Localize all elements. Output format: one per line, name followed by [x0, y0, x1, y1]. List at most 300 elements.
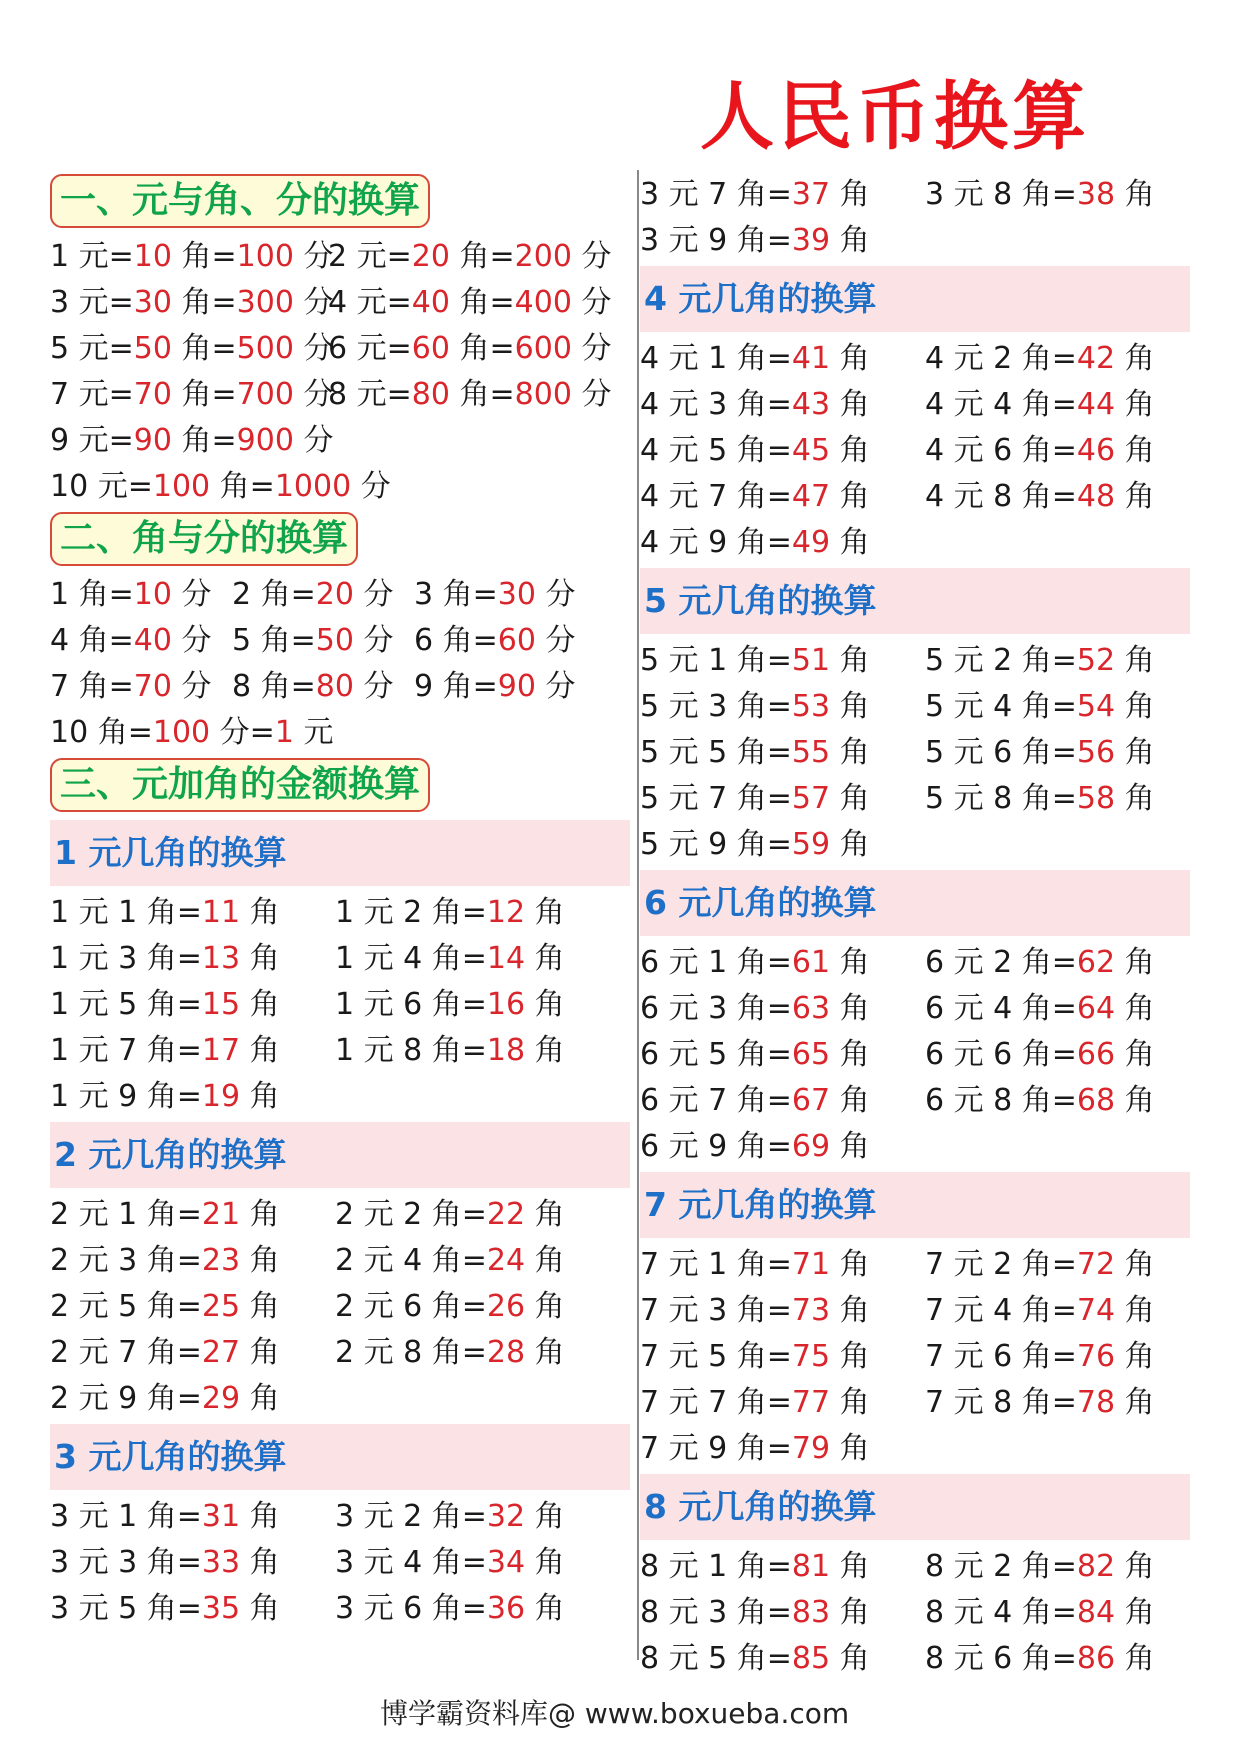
equation-row	[640, 1288, 1190, 1334]
equation-row	[50, 326, 630, 372]
equation	[50, 1284, 335, 1330]
equation	[335, 936, 620, 982]
subsection-heading: 7 元几角的换算	[640, 1172, 1190, 1238]
equation	[925, 382, 1190, 428]
equation	[925, 1288, 1190, 1334]
value-number: 84	[1076, 1595, 1116, 1630]
equation-row	[640, 940, 1190, 986]
subsection-rows	[640, 336, 1190, 566]
value-number: 400	[514, 285, 572, 320]
equation-text: 角	[830, 1129, 870, 1164]
value-number: 54	[1076, 689, 1116, 724]
value-number: 100	[152, 469, 211, 504]
equation-text: 8 元 1 角=	[640, 1549, 792, 1584]
value-number: 10	[133, 239, 172, 274]
page-title: 人民币换算	[700, 74, 1090, 160]
value-number: 45	[791, 433, 831, 468]
equation-text: 5 元 9 角=	[640, 827, 792, 862]
value-number: 30	[133, 285, 172, 320]
equation	[640, 638, 925, 684]
equation-row	[50, 710, 630, 756]
equation-text: 7 元 6 角=	[925, 1339, 1077, 1374]
equation-text: 角	[830, 781, 870, 816]
section1-heading: 一、元与角、分的换算	[50, 174, 430, 228]
value-number: 500	[236, 331, 294, 366]
equation-row	[50, 618, 630, 664]
equation-text: 角	[1115, 1549, 1155, 1584]
equation	[925, 1636, 1190, 1682]
equation-text: 角	[240, 1079, 280, 1114]
equation-text: 角	[1115, 1339, 1155, 1374]
equation-row	[50, 890, 630, 936]
equation-text: 角	[1115, 433, 1155, 468]
equation-row	[50, 1376, 630, 1422]
equation-text: 角	[240, 1243, 280, 1278]
equation-text: 角=	[171, 239, 237, 274]
equation	[328, 326, 612, 372]
value-number: 78	[1076, 1385, 1116, 1420]
right-blocks	[640, 266, 1190, 1682]
equation-row	[50, 1284, 630, 1330]
value-number: 15	[201, 987, 241, 1022]
equation	[640, 336, 925, 382]
equation-text: 角	[830, 341, 870, 376]
equation-text: 4 角=	[50, 623, 134, 658]
equation-text: 角	[830, 1083, 870, 1118]
equation-text: 7 元=	[50, 377, 134, 412]
equation	[640, 684, 925, 730]
left-blocks	[50, 820, 630, 1632]
equation-row	[640, 986, 1190, 1032]
equation-text: 1 元 6 角=	[335, 987, 487, 1022]
value-number: 21	[201, 1197, 241, 1232]
equation-text: 角	[1115, 689, 1155, 724]
value-number: 55	[791, 735, 831, 770]
equation-text: 4 元 8 角=	[925, 479, 1077, 514]
equation-text: 角	[240, 1033, 280, 1068]
equation	[50, 572, 232, 618]
equation-text: 6 元 1 角=	[640, 945, 792, 980]
value-number: 46	[1076, 433, 1116, 468]
equation-text: 5 元 5 角=	[640, 735, 792, 770]
equation-text: 角	[830, 1037, 870, 1072]
equation	[640, 1544, 925, 1590]
equation-text: 3 元 5 角=	[50, 1591, 202, 1626]
equation-text: 3 元 4 角=	[335, 1545, 487, 1580]
value-number: 20	[315, 577, 354, 612]
equation-text: 1 元=	[50, 239, 134, 274]
equation	[50, 890, 335, 936]
equation	[640, 822, 925, 868]
equation	[50, 1376, 335, 1422]
equation	[50, 982, 335, 1028]
equation-text: 2 元 4 角=	[335, 1243, 487, 1278]
value-number: 40	[133, 623, 172, 658]
equation-text: 分	[353, 577, 394, 612]
value-number: 85	[791, 1641, 831, 1676]
equation	[925, 986, 1190, 1032]
section2-heading: 二、角与分的换算	[50, 512, 358, 566]
left-column	[50, 172, 630, 1632]
equation-text: 5 元 1 角=	[640, 643, 792, 678]
equation	[925, 428, 1190, 474]
equation	[50, 664, 232, 710]
equation-text: 角=	[449, 239, 515, 274]
equation-text: 6 元 3 角=	[640, 991, 792, 1026]
equation-text: 7 元 1 角=	[640, 1247, 792, 1282]
value-number: 57	[791, 781, 831, 816]
equation-text: 分	[571, 285, 612, 320]
equation-text: 角	[830, 643, 870, 678]
equation-text: 4 元 6 角=	[925, 433, 1077, 468]
value-number: 48	[1076, 479, 1116, 514]
equation-text: 2 元 9 角=	[50, 1381, 202, 1416]
value-number: 50	[315, 623, 354, 658]
equation-text: 5 元=	[50, 331, 134, 366]
value-number: 79	[791, 1431, 831, 1466]
equation-text: 2 元 2 角=	[335, 1197, 487, 1232]
equation	[925, 1590, 1190, 1636]
equation-text: 角	[525, 1243, 565, 1278]
value-number: 16	[486, 987, 526, 1022]
value-number: 76	[1076, 1339, 1116, 1374]
subsection-rows	[640, 1544, 1190, 1682]
equation-text: 4 元 5 角=	[640, 433, 792, 468]
equation-text: 3 角=	[414, 577, 498, 612]
equation	[640, 1590, 925, 1636]
equation-text: 角	[240, 1545, 280, 1580]
value-number: 63	[791, 991, 831, 1026]
equation-row	[640, 218, 1190, 264]
equation-text: 分	[171, 623, 212, 658]
equation-text: 7 角=	[50, 669, 134, 704]
equation-row	[50, 372, 630, 418]
equation-text: 3 元 6 角=	[335, 1591, 487, 1626]
equation-text: 4 元 2 角=	[925, 341, 1077, 376]
equation-row	[640, 382, 1190, 428]
equation-text: 角	[830, 1385, 870, 1420]
right-column	[640, 172, 1190, 1682]
equation	[328, 372, 612, 418]
equation-row	[640, 1590, 1190, 1636]
equation-row	[640, 684, 1190, 730]
equation	[925, 1078, 1190, 1124]
equation-text: 5 元 3 角=	[640, 689, 792, 724]
equation-text: 1 元 1 角=	[50, 895, 202, 930]
equation-text: 角	[830, 177, 870, 212]
value-number: 800	[514, 377, 572, 412]
equation	[640, 1334, 925, 1380]
value-number: 34	[486, 1545, 526, 1580]
equation-text: 分	[171, 669, 212, 704]
equation-text: 4 元 9 角=	[640, 525, 792, 560]
value-number: 59	[791, 827, 831, 862]
value-number: 82	[1076, 1549, 1116, 1584]
equation-text: 角	[525, 1499, 565, 1534]
equation-text: 3 元=	[50, 285, 134, 320]
equation-text: 3 元 7 角=	[640, 177, 792, 212]
value-number: 200	[514, 239, 572, 274]
equation-row	[640, 336, 1190, 382]
equation-text: 角=	[171, 331, 237, 366]
equation	[335, 1028, 620, 1074]
value-number: 43	[791, 387, 831, 422]
equation-text: 角	[240, 1591, 280, 1626]
equation	[50, 1540, 335, 1586]
value-number: 19	[201, 1079, 241, 1114]
equation-row	[640, 172, 1190, 218]
equation	[335, 890, 620, 936]
equation-text: 角	[830, 387, 870, 422]
equation	[50, 418, 334, 464]
equation-text: 7 元 5 角=	[640, 1339, 792, 1374]
equation-text: 6 角=	[414, 623, 498, 658]
equation-text: 分	[571, 239, 612, 274]
value-number: 100	[152, 715, 211, 750]
equation	[50, 280, 334, 326]
subsection-heading: 2 元几角的换算	[50, 1122, 630, 1188]
equation-row	[640, 730, 1190, 776]
equation-text: 角	[1115, 945, 1155, 980]
equation-text: 角	[240, 941, 280, 976]
equation	[925, 336, 1190, 382]
equation-text: 8 元 5 角=	[640, 1641, 792, 1676]
equation-text: 5 角=	[232, 623, 316, 658]
equation-text: 角	[830, 1641, 870, 1676]
equation-text: 角	[830, 991, 870, 1026]
equation-text: 元	[293, 715, 334, 750]
equation-text: 5 元 6 角=	[925, 735, 1077, 770]
equation	[640, 1380, 925, 1426]
equation-row	[50, 1586, 630, 1632]
equation	[640, 382, 925, 428]
equation	[640, 776, 925, 822]
equation-text: 角	[1115, 177, 1155, 212]
equation-text: 角	[830, 1431, 870, 1466]
value-number: 600	[514, 331, 572, 366]
subsection-heading: 3 元几角的换算	[50, 1424, 630, 1490]
equation-text: 角	[525, 1545, 565, 1580]
equation-text: 角	[525, 987, 565, 1022]
equation-text: 3 元 8 角=	[925, 177, 1077, 212]
value-number: 80	[411, 377, 450, 412]
equation-row	[640, 822, 1190, 868]
equation	[50, 234, 334, 280]
equation	[925, 1334, 1190, 1380]
subsection-rows	[640, 638, 1190, 868]
equation	[640, 218, 925, 264]
value-number: 36	[486, 1591, 526, 1626]
value-number: 70	[133, 377, 172, 412]
value-number: 73	[791, 1293, 831, 1328]
equation-text: 角	[240, 1197, 280, 1232]
equation	[232, 572, 414, 618]
value-number: 62	[1076, 945, 1116, 980]
equation-text: 7 元 9 角=	[640, 1431, 792, 1466]
equation-text: 6 元 2 角=	[925, 945, 1077, 980]
equation	[640, 1426, 925, 1472]
equation-text: 分=	[210, 715, 275, 750]
value-number: 90	[133, 423, 172, 458]
equation-text: 1 元 3 角=	[50, 941, 202, 976]
value-number: 32	[486, 1499, 526, 1534]
equation-text: 2 角=	[232, 577, 316, 612]
equation	[640, 730, 925, 776]
equation-text: 7 元 8 角=	[925, 1385, 1077, 1420]
equation-row	[640, 638, 1190, 684]
equation-text: 角	[1115, 1385, 1155, 1420]
value-number: 81	[791, 1549, 831, 1584]
equation-text: 9 元=	[50, 423, 134, 458]
equation-text: 角	[240, 1499, 280, 1534]
equation-row	[640, 1334, 1190, 1380]
value-number: 52	[1076, 643, 1116, 678]
equation-text: 2 元 5 角=	[50, 1289, 202, 1324]
equation-text: 角	[830, 479, 870, 514]
equation-text: 分	[293, 377, 334, 412]
equation-text: 角=	[210, 469, 275, 504]
value-number: 40	[411, 285, 450, 320]
equation-text: 1 元 5 角=	[50, 987, 202, 1022]
equation	[414, 618, 596, 664]
value-number: 14	[486, 941, 526, 976]
equation	[640, 1078, 925, 1124]
equation-row	[50, 234, 630, 280]
value-number: 47	[791, 479, 831, 514]
equation	[50, 1238, 335, 1284]
equation-text: 分	[293, 285, 334, 320]
equation-text: 3 元 3 角=	[50, 1545, 202, 1580]
footer-watermark: 博学霸资料库@ www.boxueba.com	[380, 1697, 850, 1730]
equation	[335, 1192, 620, 1238]
equation-row	[640, 1242, 1190, 1288]
equation-text: 角	[830, 735, 870, 770]
value-number: 90	[497, 669, 536, 704]
value-number: 1000	[274, 469, 352, 504]
equation	[50, 710, 334, 756]
equation-text: 角=	[171, 377, 237, 412]
value-number: 71	[791, 1247, 831, 1282]
equation-text: 角	[1115, 991, 1155, 1026]
equation-row	[640, 1380, 1190, 1426]
value-number: 100	[236, 239, 294, 274]
equation-text: 3 元 9 角=	[640, 223, 792, 258]
value-number: 28	[486, 1335, 526, 1370]
equation-text: 4 元 4 角=	[925, 387, 1077, 422]
equation	[335, 982, 620, 1028]
value-number: 1	[274, 715, 294, 750]
column-divider	[637, 170, 639, 1660]
equation-text: 3 元 2 角=	[335, 1499, 487, 1534]
value-number: 900	[236, 423, 294, 458]
value-number: 77	[791, 1385, 831, 1420]
subsection-heading: 1 元几角的换算	[50, 820, 630, 886]
equation-text: 角	[1115, 781, 1155, 816]
equation	[50, 1192, 335, 1238]
equation-row	[50, 1238, 630, 1284]
equation	[414, 572, 596, 618]
equation-text: 角	[830, 1293, 870, 1328]
value-number: 25	[201, 1289, 241, 1324]
equation-text: 分	[171, 577, 212, 612]
equation-text: 8 元 4 角=	[925, 1595, 1077, 1630]
value-number: 58	[1076, 781, 1116, 816]
equation-text: 1 角=	[50, 577, 134, 612]
equation-text: 分	[293, 239, 334, 274]
equation-text: 8 角=	[232, 669, 316, 704]
equation-text: 角	[830, 433, 870, 468]
equation-text: 角=	[449, 331, 515, 366]
equation-row	[50, 464, 630, 510]
section1-rows	[50, 234, 630, 510]
equation-text: 分	[571, 377, 612, 412]
equation-text: 6 元 8 角=	[925, 1083, 1077, 1118]
equation-row	[640, 1426, 1190, 1472]
equation-text: 分	[535, 577, 576, 612]
equation-text: 角=	[449, 285, 515, 320]
value-number: 39	[791, 223, 831, 258]
equation	[925, 1242, 1190, 1288]
equation-text: 角	[525, 1335, 565, 1370]
equation-row	[50, 1540, 630, 1586]
equation-text: 角	[830, 223, 870, 258]
equation-text: 角	[830, 827, 870, 862]
equation	[50, 1330, 335, 1376]
equation	[925, 940, 1190, 986]
value-number: 65	[791, 1037, 831, 1072]
equation-text: 角	[525, 895, 565, 930]
value-number: 86	[1076, 1641, 1116, 1676]
equation-text: 4 元=	[328, 285, 412, 320]
equation	[232, 618, 414, 664]
value-number: 80	[315, 669, 354, 704]
equation	[640, 520, 925, 566]
value-number: 20	[411, 239, 450, 274]
equation	[50, 1028, 335, 1074]
value-number: 56	[1076, 735, 1116, 770]
equation-text: 角	[1115, 341, 1155, 376]
equation	[335, 1494, 620, 1540]
equation-text: 8 元 6 角=	[925, 1641, 1077, 1676]
equation-row	[640, 1544, 1190, 1590]
value-number: 26	[486, 1289, 526, 1324]
equation-text: 6 元 9 角=	[640, 1129, 792, 1164]
equation-text: 2 元=	[328, 239, 412, 274]
equation-text: 角	[1115, 1037, 1155, 1072]
equation	[335, 1540, 620, 1586]
equation	[232, 664, 414, 710]
equation-text: 7 元 7 角=	[640, 1385, 792, 1420]
equation	[335, 1586, 620, 1632]
value-number: 53	[791, 689, 831, 724]
value-number: 68	[1076, 1083, 1116, 1118]
value-number: 23	[201, 1243, 241, 1278]
equation-text: 4 元 3 角=	[640, 387, 792, 422]
subsection-rows	[50, 1192, 630, 1422]
equation-text: 角	[525, 1591, 565, 1626]
equation-text: 角	[1115, 735, 1155, 770]
equation-text: 分	[535, 669, 576, 704]
equation-row	[50, 664, 630, 710]
equation-text: 角	[1115, 1247, 1155, 1282]
equation	[925, 638, 1190, 684]
equation	[335, 1284, 620, 1330]
value-number: 11	[201, 895, 241, 930]
value-number: 22	[486, 1197, 526, 1232]
equation	[50, 1586, 335, 1632]
equation-text: 7 元 2 角=	[925, 1247, 1077, 1282]
value-number: 37	[791, 177, 831, 212]
